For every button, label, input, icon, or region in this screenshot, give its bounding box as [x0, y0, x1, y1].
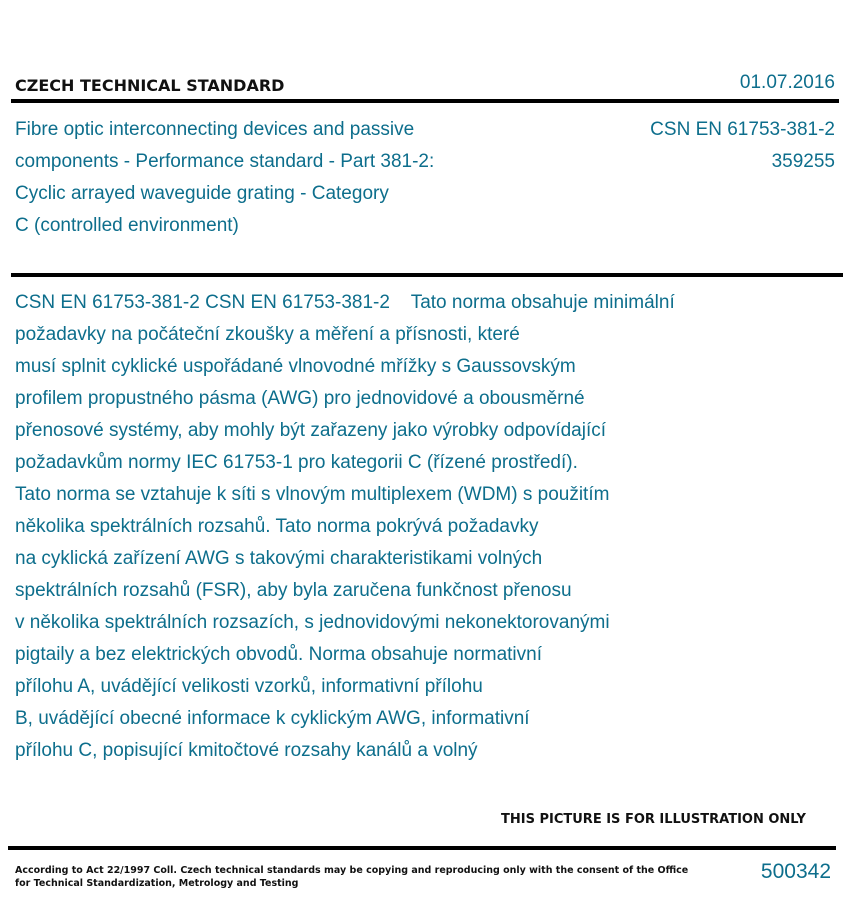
- document-id: 500342: [760, 860, 831, 883]
- illustration-notice: THIS PICTURE IS FOR ILLUSTRATION ONLY: [501, 812, 806, 827]
- abstract-line: požadavkům normy IEC 61753-1 pro kategorii C (řízené prostředí).: [15, 452, 578, 473]
- catalog-number: 359255: [771, 151, 835, 172]
- abstract-line: požadavky na počáteční zkoušky a měření a přísnosti, které: [15, 324, 520, 345]
- title-line: C (controlled environment): [15, 215, 239, 236]
- abstract-line: na cyklická zařízení AWG s takovými charakteristikami volných: [15, 548, 543, 569]
- title-line: components - Performance standard - Part 381-2:: [15, 151, 435, 172]
- title-divider: [11, 273, 843, 277]
- header-divider: [11, 99, 839, 103]
- standard-type-label: CZECH TECHNICAL STANDARD: [15, 76, 285, 95]
- legal-line: for Technical Standardization, Metrology and Testing: [15, 878, 299, 889]
- abstract-line: Tato norma se vztahuje k síti s vlnovým multiplexem (WDM) s použitím: [15, 484, 610, 505]
- abstract-line: CSN EN 61753-381-2 CSN EN 61753-381-2 Tato norma obsahuje minimální: [15, 292, 675, 313]
- abstract-text: [15, 287, 795, 767]
- legal-line: According to Act 22/1997 Coll. Czech technical standards may be copying and reproducing only with the consent of the Office: [15, 865, 689, 876]
- abstract-line: přenosové systémy, aby mohly být zařazeny jako výrobky odpovídající: [15, 420, 607, 441]
- title-line: Cyclic arrayed waveguide grating - Category: [15, 183, 389, 204]
- document-codes: [650, 114, 835, 178]
- abstract-line: pigtaily a bez elektrických obvodů. Norma obsahuje normativní: [15, 644, 542, 665]
- abstract-line: profilem propustného pásma (AWG) pro jednovidové a obousměrné: [15, 388, 585, 409]
- document-title: [15, 114, 495, 242]
- abstract-line: spektrálních rozsahů (FSR), aby byla zaručena funkčnost přenosu: [15, 580, 572, 601]
- standard-code: CSN EN 61753-381-2: [650, 119, 835, 140]
- publication-date: 01.07.2016: [739, 72, 835, 93]
- abstract-line: přílohu A, uvádějící velikosti vzorků, informativní přílohu: [15, 676, 483, 697]
- title-line: Fibre optic interconnecting devices and passive: [15, 119, 415, 140]
- abstract-line: musí splnit cyklické uspořádané vlnovodné mřížky s Gaussovským: [15, 356, 576, 377]
- abstract-line: několika spektrálních rozsahů. Tato norma pokrývá požadavky: [15, 516, 539, 537]
- abstract-line: B, uvádějící obecné informace k cyklickým AWG, informativní: [15, 708, 530, 729]
- legal-notice: [15, 864, 689, 890]
- abstract-line: přílohu C, popisující kmitočtové rozsahy kanálů a volný: [15, 740, 478, 761]
- footer-divider: [8, 846, 836, 850]
- abstract-line: v několika spektrálních rozsazích, s jednovidovými nekonektorovanými: [15, 612, 610, 633]
